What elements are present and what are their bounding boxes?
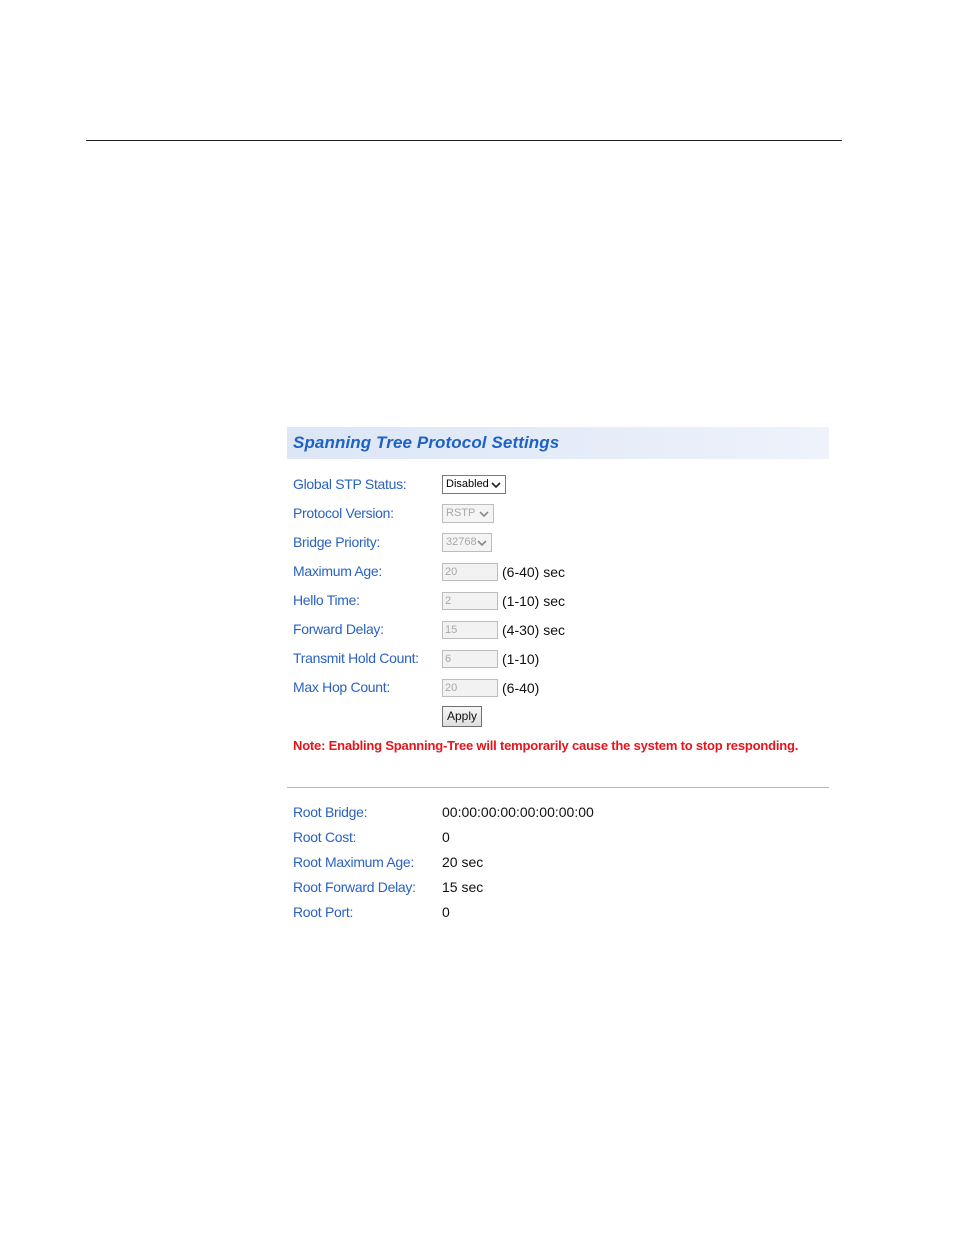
max-hop-count-range: (6-40) bbox=[502, 680, 540, 696]
chevron-down-icon bbox=[478, 508, 490, 520]
hello-time-input[interactable] bbox=[442, 592, 498, 610]
root-cost-label: Root Cost: bbox=[293, 829, 357, 845]
max-hop-count-value: 20 bbox=[445, 682, 458, 694]
protocol-version-value: RSTP bbox=[446, 507, 476, 519]
global-stp-status-value: Disabled bbox=[446, 478, 489, 490]
root-port-label: Root Port: bbox=[293, 904, 354, 920]
maximum-age-input[interactable] bbox=[442, 563, 498, 581]
section-divider bbox=[287, 787, 829, 788]
protocol-version-select[interactable] bbox=[442, 504, 494, 523]
apply-button[interactable]: Apply bbox=[442, 706, 482, 727]
root-maximum-age-value: 20 sec bbox=[442, 854, 484, 870]
forward-delay-input[interactable] bbox=[442, 621, 498, 639]
global-stp-status-select[interactable] bbox=[442, 475, 506, 494]
root-bridge-label: Root Bridge: bbox=[293, 804, 368, 820]
global-stp-status-label: Global STP Status: bbox=[293, 476, 407, 492]
transmit-hold-count-value: 6 bbox=[445, 653, 452, 665]
bridge-priority-label: Bridge Priority: bbox=[293, 534, 381, 550]
root-maximum-age-label: Root Maximum Age: bbox=[293, 854, 414, 870]
max-hop-count-label: Max Hop Count: bbox=[293, 679, 390, 695]
maximum-age-label: Maximum Age: bbox=[293, 563, 382, 579]
root-forward-delay-label: Root Forward Delay: bbox=[293, 879, 416, 895]
bridge-priority-value: 32768 bbox=[446, 536, 477, 548]
transmit-hold-count-input[interactable] bbox=[442, 650, 498, 668]
warning-note: Note: Enabling Spanning-Tree will temporarily cause the system to stop responding. bbox=[293, 738, 799, 753]
forward-delay-range: (4-30) sec bbox=[502, 622, 566, 638]
max-hop-count-input[interactable] bbox=[442, 679, 498, 697]
protocol-version-label: Protocol Version: bbox=[293, 505, 394, 521]
stp-settings-panel bbox=[287, 427, 829, 937]
transmit-hold-count-label: Transmit Hold Count: bbox=[293, 650, 419, 666]
root-cost-value: 0 bbox=[442, 829, 450, 845]
chevron-down-icon bbox=[476, 537, 488, 549]
chevron-down-icon bbox=[490, 479, 502, 491]
panel-header bbox=[287, 427, 829, 459]
root-port-value: 0 bbox=[442, 904, 450, 920]
maximum-age-range: (6-40) sec bbox=[502, 564, 566, 580]
panel-title: Spanning Tree Protocol Settings bbox=[293, 433, 560, 452]
bridge-priority-select[interactable] bbox=[442, 533, 492, 552]
forward-delay-value: 15 bbox=[445, 624, 458, 636]
hello-time-label: Hello Time: bbox=[293, 592, 360, 608]
hello-time-value: 2 bbox=[445, 595, 452, 607]
hello-time-range: (1-10) sec bbox=[502, 593, 566, 609]
page-top-rule bbox=[86, 140, 842, 141]
root-bridge-value: 00:00:00:00:00:00:00:00 bbox=[442, 804, 594, 820]
forward-delay-label: Forward Delay: bbox=[293, 621, 384, 637]
maximum-age-value: 20 bbox=[445, 566, 458, 578]
transmit-hold-count-range: (1-10) bbox=[502, 651, 540, 667]
root-forward-delay-value: 15 sec bbox=[442, 879, 484, 895]
